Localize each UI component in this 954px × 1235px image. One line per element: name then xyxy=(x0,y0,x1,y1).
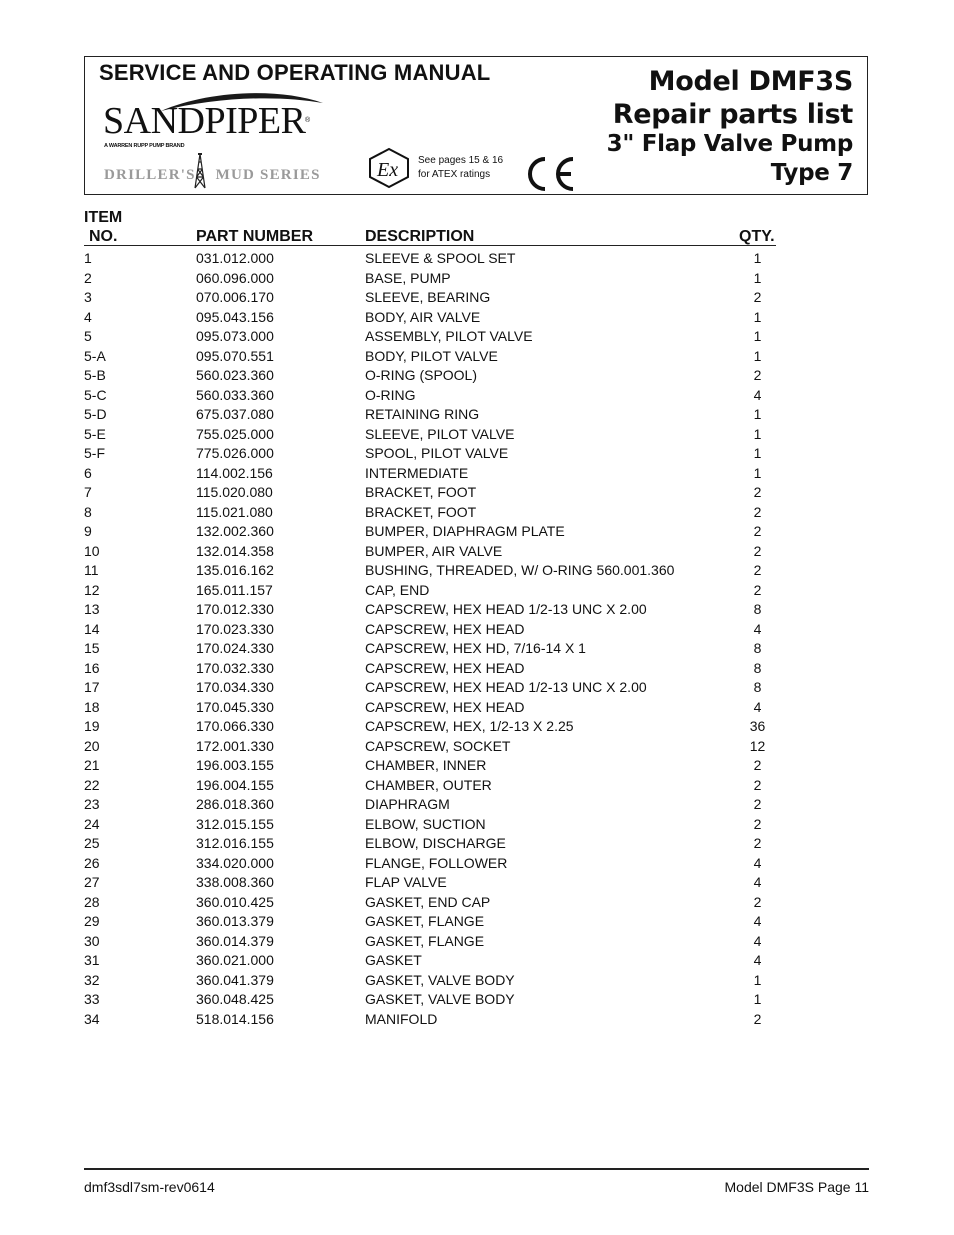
quantity: 1 xyxy=(753,425,762,442)
item-no: 18 xyxy=(84,698,100,715)
table-row xyxy=(84,950,784,970)
header-divider xyxy=(84,245,776,246)
item-no: 31 xyxy=(84,952,100,968)
quantity: 1 xyxy=(753,269,762,286)
description: DIAPHRAGM xyxy=(365,796,450,812)
table-row xyxy=(84,580,784,600)
item-no: 33 xyxy=(84,991,100,1007)
item-no: 4 xyxy=(84,308,92,325)
table-row xyxy=(84,775,784,795)
item-no: 32 xyxy=(84,971,100,988)
item-no: 10 xyxy=(84,542,100,559)
table-row xyxy=(84,970,784,990)
description: BUMPER, AIR VALVE xyxy=(365,542,503,559)
model-line3: 3" Flap Valve Pump xyxy=(606,131,853,157)
description: GASKET, VALVE BODY xyxy=(365,991,515,1007)
item-no: 24 xyxy=(84,815,100,832)
quantity: 1 xyxy=(753,991,762,1007)
item-no: 5-F xyxy=(84,445,105,461)
part-number: 360.041.379 xyxy=(196,971,274,988)
quantity: 2 xyxy=(753,776,762,793)
item-no: 13 xyxy=(84,601,100,617)
quantity: 8 xyxy=(753,640,762,656)
part-number: 060.096.000 xyxy=(196,269,274,286)
description: CAPSCREW, HEX HEAD xyxy=(365,698,525,715)
item-no: 34 xyxy=(84,1010,100,1027)
part-number: 560.023.360 xyxy=(196,367,274,383)
quantity: 2 xyxy=(753,796,762,812)
description: CAPSCREW, HEX HEAD xyxy=(365,620,525,637)
part-number: 135.016.162 xyxy=(196,562,274,578)
description: SPOOL, PILOT VALVE xyxy=(365,445,509,461)
item-no: 12 xyxy=(84,581,100,598)
part-number: 170.023.330 xyxy=(196,620,274,637)
quantity: 1 xyxy=(753,347,762,364)
quantity: 2 xyxy=(753,815,762,832)
description: BODY, PILOT VALVE xyxy=(365,347,498,364)
description: SLEEVE & SPOOL SET xyxy=(365,250,516,266)
item-no: 22 xyxy=(84,776,100,793)
item-no: 17 xyxy=(84,679,100,695)
part-number: 132.002.360 xyxy=(196,523,274,539)
description: CAPSCREW, HEX, 1/2-13 X 2.25 xyxy=(365,718,574,734)
series-left: DRILLER'S xyxy=(104,167,196,183)
part-number: 360.021.000 xyxy=(196,952,274,968)
table-row xyxy=(84,658,784,678)
quantity: 2 xyxy=(753,523,762,539)
brand-name: SANDPIPER xyxy=(103,100,306,142)
quantity: 1 xyxy=(753,250,762,266)
description: CAPSCREW, SOCKET xyxy=(365,737,511,754)
quantity: 4 xyxy=(753,932,762,949)
table-row xyxy=(84,248,784,268)
model-line4: Type 7 xyxy=(770,160,853,186)
description: SLEEVE, BEARING xyxy=(365,289,491,305)
table-row xyxy=(84,697,784,717)
quantity: 4 xyxy=(753,698,762,715)
manual-title: SERVICE AND OPERATING MANUAL xyxy=(99,60,491,85)
table-row xyxy=(84,736,784,756)
item-no: 5-C xyxy=(84,386,107,403)
item-no: 9 xyxy=(84,523,92,539)
description: O-RING (SPOOL) xyxy=(365,367,478,383)
description: BUMPER, DIAPHRAGM PLATE xyxy=(365,523,565,539)
table-row xyxy=(84,872,784,892)
part-number: 196.004.155 xyxy=(196,776,274,793)
table-row xyxy=(84,833,784,853)
item-no: 6 xyxy=(84,464,92,481)
quantity: 1 xyxy=(753,406,762,422)
item-no: 19 xyxy=(84,718,100,734)
quantity: 4 xyxy=(753,913,762,929)
table-row xyxy=(84,853,784,873)
head-part-number: PART NUMBER xyxy=(196,228,314,245)
description: BODY, AIR VALVE xyxy=(365,308,481,325)
table-row xyxy=(84,365,784,385)
part-number: 170.012.330 xyxy=(196,601,274,617)
series-right: MUD SERIES xyxy=(215,167,321,183)
table-row xyxy=(84,755,784,775)
table-row xyxy=(84,502,784,522)
part-number: 360.048.425 xyxy=(196,991,274,1007)
part-number: 518.014.156 xyxy=(196,1010,274,1027)
head-qty: QTY. xyxy=(739,228,775,245)
atex-ex-icon xyxy=(366,147,412,189)
quantity: 8 xyxy=(753,659,762,676)
table-row xyxy=(84,463,784,483)
description: BUSHING, THREADED, W/ O-RING 560.001.360 xyxy=(365,562,675,578)
atex-note xyxy=(418,154,503,182)
quantity: 2 xyxy=(753,542,762,559)
part-number: 132.014.358 xyxy=(196,542,274,559)
table-row xyxy=(84,892,784,912)
doc-code: dmf3sdl7sm-rev0614 xyxy=(84,1179,215,1195)
item-no: 2 xyxy=(84,269,92,286)
head-item-top: ITEM xyxy=(84,209,123,226)
item-no: 15 xyxy=(84,640,100,656)
item-no: 5-A xyxy=(84,347,106,364)
part-number: 095.073.000 xyxy=(196,328,274,344)
item-no: 27 xyxy=(84,874,100,890)
series-name xyxy=(104,167,321,184)
item-no: 5-B xyxy=(84,367,106,383)
part-number: 170.045.330 xyxy=(196,698,274,715)
part-number: 338.008.360 xyxy=(196,874,274,890)
table-row xyxy=(84,638,784,658)
description: GASKET xyxy=(365,952,422,968)
table-row xyxy=(84,1009,784,1029)
item-no: 26 xyxy=(84,854,100,871)
description: CHAMBER, INNER xyxy=(365,757,487,773)
description: ELBOW, DISCHARGE xyxy=(365,835,506,851)
description: RETAINING RING xyxy=(365,406,480,422)
quantity: 1 xyxy=(753,971,762,988)
table-row xyxy=(84,521,784,541)
model-line1: Model DMF3S xyxy=(648,66,853,97)
part-number: 165.011.157 xyxy=(196,581,273,598)
description: BASE, PUMP xyxy=(365,269,451,286)
quantity: 2 xyxy=(753,893,762,910)
part-number: 334.020.000 xyxy=(196,854,274,871)
quantity: 4 xyxy=(753,952,762,968)
part-number: 196.003.155 xyxy=(196,757,274,773)
atex-note-line2: for ATEX ratings xyxy=(418,169,491,180)
description: GASKET, VALVE BODY xyxy=(365,971,515,988)
quantity: 1 xyxy=(753,464,762,481)
part-number: 170.034.330 xyxy=(196,679,274,695)
part-number: 172.001.330 xyxy=(196,737,274,754)
quantity: 2 xyxy=(753,503,762,520)
part-number: 675.037.080 xyxy=(196,406,274,422)
quantity: 2 xyxy=(753,289,762,305)
part-number: 031.012.000 xyxy=(196,250,274,266)
item-no: 7 xyxy=(84,484,92,500)
table-row xyxy=(84,326,784,346)
table-row xyxy=(84,385,784,405)
table-row xyxy=(84,599,784,619)
item-no: 14 xyxy=(84,620,100,637)
quantity: 2 xyxy=(753,757,762,773)
table-row xyxy=(84,287,784,307)
table-row xyxy=(84,482,784,502)
registered-mark: ® xyxy=(305,117,311,124)
item-no: 23 xyxy=(84,796,100,812)
description: CHAMBER, OUTER xyxy=(365,776,492,793)
quantity: 1 xyxy=(753,308,762,325)
part-number: 095.070.551 xyxy=(196,347,274,364)
description: CAPSCREW, HEX HEAD 1/2-13 UNC X 2.00 xyxy=(365,601,647,617)
ce-mark-icon xyxy=(521,155,577,193)
table-row xyxy=(84,443,784,463)
item-no: 28 xyxy=(84,893,100,910)
table-row xyxy=(84,794,784,814)
table-row xyxy=(84,541,784,561)
part-number: 170.024.330 xyxy=(196,640,274,656)
item-no: 3 xyxy=(84,289,92,305)
item-no: 5-D xyxy=(84,406,107,422)
item-no: 5 xyxy=(84,328,92,344)
table-row xyxy=(84,989,784,1009)
part-number: 170.032.330 xyxy=(196,659,274,676)
item-no: 16 xyxy=(84,659,100,676)
quantity: 4 xyxy=(753,620,762,637)
part-number: 170.066.330 xyxy=(196,718,274,734)
part-number: 095.043.156 xyxy=(196,308,274,325)
quantity: 1 xyxy=(753,445,762,461)
table-row xyxy=(84,560,784,580)
quantity: 2 xyxy=(753,581,762,598)
part-number: 360.014.379 xyxy=(196,932,274,949)
quantity: 2 xyxy=(753,1010,762,1027)
table-row xyxy=(84,346,784,366)
table-row xyxy=(84,716,784,736)
quantity: 36 xyxy=(749,718,766,734)
quantity: 1 xyxy=(753,328,762,344)
description: ELBOW, SUCTION xyxy=(365,815,486,832)
description: CAPSCREW, HEX HEAD 1/2-13 UNC X 2.00 xyxy=(365,679,647,695)
quantity: 2 xyxy=(753,835,762,851)
svg-text:Ex: Ex xyxy=(377,159,399,181)
description: SLEEVE, PILOT VALVE xyxy=(365,425,515,442)
part-number: 360.013.379 xyxy=(196,913,274,929)
page-label: Model DMF3S Page 11 xyxy=(724,1179,869,1195)
part-number: 755.025.000 xyxy=(196,425,274,442)
description: CAPSCREW, HEX HEAD xyxy=(365,659,525,676)
part-number: 070.006.170 xyxy=(196,289,274,305)
model-line2: Repair parts list xyxy=(612,99,853,130)
quantity: 4 xyxy=(753,854,762,871)
part-number: 286.018.360 xyxy=(196,796,274,812)
part-number: 115.021.080 xyxy=(196,503,273,520)
item-no: 1 xyxy=(84,250,92,266)
part-number: 560.033.360 xyxy=(196,386,274,403)
item-no: 29 xyxy=(84,913,100,929)
quantity: 12 xyxy=(749,737,766,754)
table-row xyxy=(84,424,784,444)
item-no: 21 xyxy=(84,757,100,773)
quantity: 4 xyxy=(753,386,762,403)
table-row xyxy=(84,404,784,424)
description: MANIFOLD xyxy=(365,1010,438,1027)
sandpiper-logo xyxy=(97,89,329,189)
table-row xyxy=(84,931,784,951)
quantity: 2 xyxy=(753,562,762,578)
item-no: 25 xyxy=(84,835,100,851)
description: O-RING xyxy=(365,386,416,403)
description: FLAP VALVE xyxy=(365,874,447,890)
description: INTERMEDIATE xyxy=(365,464,469,481)
part-number: 775.026.000 xyxy=(196,445,274,461)
description: GASKET, FLANGE xyxy=(365,932,485,949)
item-no: 5-E xyxy=(84,425,106,442)
quantity: 8 xyxy=(753,601,762,617)
head-item: NO. xyxy=(89,228,118,245)
quantity: 2 xyxy=(753,367,762,383)
item-no: 11 xyxy=(84,562,99,578)
description: FLANGE, FOLLOWER xyxy=(365,854,508,871)
table-row xyxy=(84,619,784,639)
quantity: 4 xyxy=(753,874,762,890)
part-number: 312.015.155 xyxy=(196,815,274,832)
head-description: DESCRIPTION xyxy=(365,228,475,245)
quantity: 2 xyxy=(753,484,762,500)
table-row xyxy=(84,677,784,697)
table-row xyxy=(84,268,784,288)
quantity: 8 xyxy=(753,679,762,695)
item-no: 8 xyxy=(84,503,92,520)
atex-note-line1: See pages 15 & 16 xyxy=(418,155,504,166)
description: CAPSCREW, HEX HD, 7/16-14 X 1 xyxy=(365,640,586,656)
description: ASSEMBLY, PILOT VALVE xyxy=(365,328,533,344)
brand-tagline: A WARREN RUPP PUMP BRAND xyxy=(104,143,185,149)
table-row xyxy=(84,911,784,931)
part-number: 115.020.080 xyxy=(196,484,273,500)
table-row xyxy=(84,814,784,834)
part-number: 114.002.156 xyxy=(196,464,273,481)
item-no: 30 xyxy=(84,932,100,949)
description: GASKET, FLANGE xyxy=(365,913,485,929)
item-no: 20 xyxy=(84,737,100,754)
description: CAP, END xyxy=(365,581,430,598)
part-number: 312.016.155 xyxy=(196,835,274,851)
footer-divider xyxy=(84,1168,869,1170)
model-title xyxy=(607,65,853,187)
header-box xyxy=(84,56,868,195)
parts-list xyxy=(84,248,784,1028)
table-row xyxy=(84,307,784,327)
part-number: 360.010.425 xyxy=(196,893,274,910)
description: GASKET, END CAP xyxy=(365,893,491,910)
description: BRACKET, FOOT xyxy=(365,503,477,520)
description: BRACKET, FOOT xyxy=(365,484,477,500)
